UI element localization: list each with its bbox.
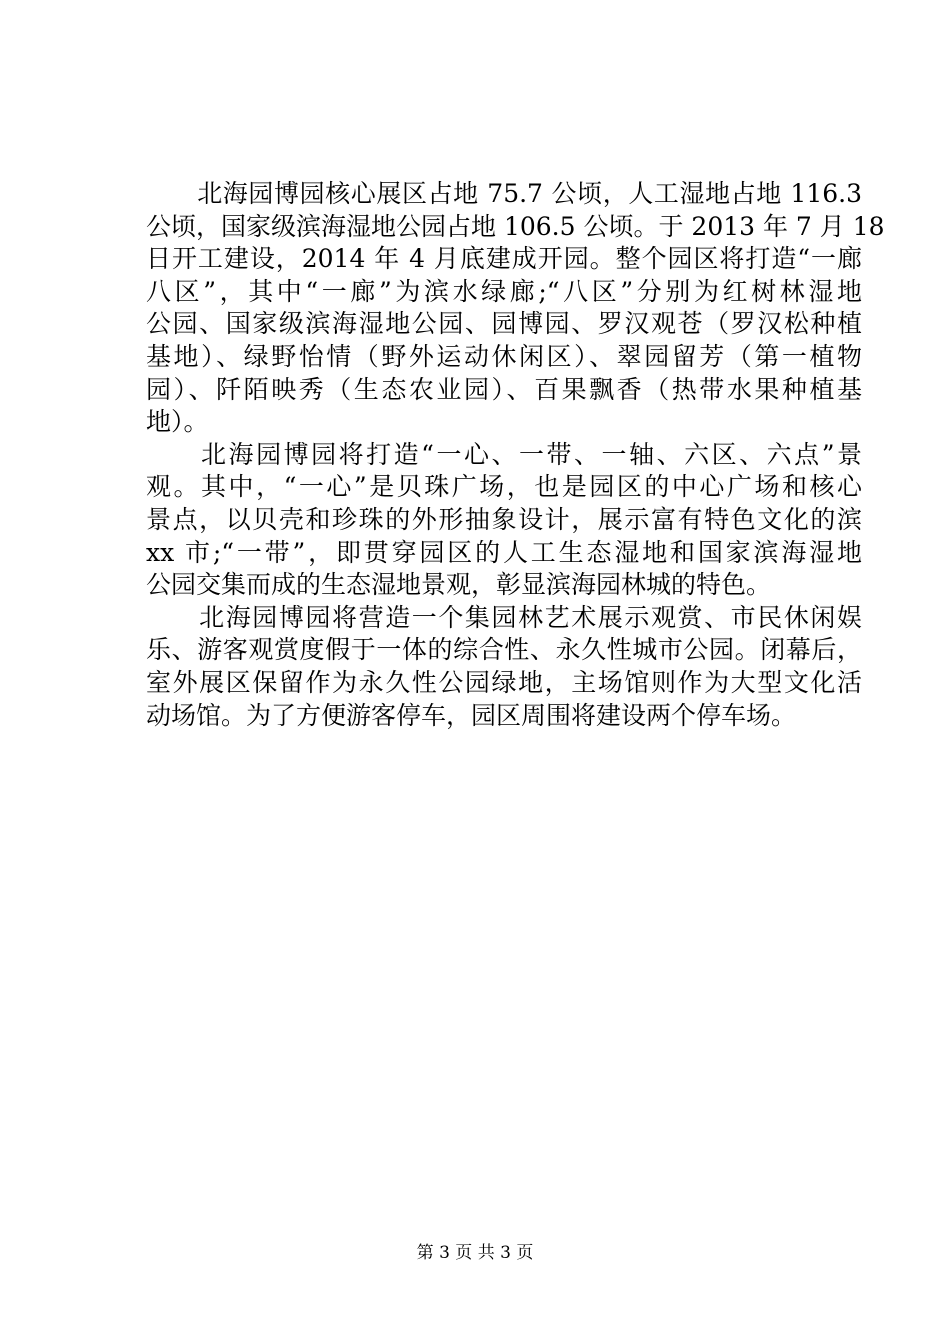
text-line: 室外展区保留作为永久性公园绿地，主场馆则作为大型文化活 <box>146 667 862 697</box>
text-line: 公顷，国家级滨海湿地公园占地 106.5 公顷。于 2013 年 7 月 18 <box>146 211 885 241</box>
text-line: xx 市;“一带”，即贯穿园区的人工生态湿地和国家滨海湿地 <box>146 537 862 567</box>
text-line: 公园、国家级滨海湿地公园、园博园、罗汉观苍（罗汉松种植 <box>146 309 862 339</box>
text-line: 日开工建设，2014 年 4 月底建成开园。整个园区将打造“一廊 <box>146 244 862 274</box>
document-body <box>146 178 885 732</box>
page-number-label: 第 3 页 共 3 页 <box>416 1243 534 1263</box>
text-line: 北海园博园将营造一个集园林艺术展示观赏、市民休闲娱 <box>146 602 862 632</box>
text-line: 基地）、绿野怡情（野外运动休闲区）、翠园留芳（第一植物 <box>146 341 862 371</box>
text-line: 观。其中，“一心”是贝珠广场，也是园区的中心广场和核心 <box>146 472 862 502</box>
text-line: 北海园博园核心展区占地 75.7 公顷，人工湿地占地 116.3 <box>146 179 862 208</box>
text-line: 公园交集而成的生态湿地景观，彰显滨海园林城的特色。 <box>146 570 772 600</box>
paragraph-2 <box>146 439 862 602</box>
text-line: 景点，以贝壳和珍珠的外形抽象设计，展示富有特色文化的滨 <box>146 504 862 534</box>
paragraph-3 <box>146 602 862 732</box>
text-line: 园）、阡陌映秀（生态农业园）、百果飘香（热带水果种植基 <box>146 374 862 404</box>
text-line: 北海园博园将打造“一心、一带、一轴、六区、六点”景 <box>146 439 862 469</box>
text-line: 动场馆。为了方便游客停车，园区周围将建设两个停车场。 <box>146 700 797 730</box>
text-line: 八区”，其中“一廊”为滨水绿廊;“八区”分别为红树林湿地 <box>146 276 862 306</box>
text-line: 乐、游客观赏度假于一体的综合性、永久性城市公园。闭幕后， <box>146 635 862 665</box>
text-line: 地）。 <box>146 407 209 437</box>
page-footer <box>0 1241 950 1265</box>
paragraph-1 <box>146 178 885 439</box>
